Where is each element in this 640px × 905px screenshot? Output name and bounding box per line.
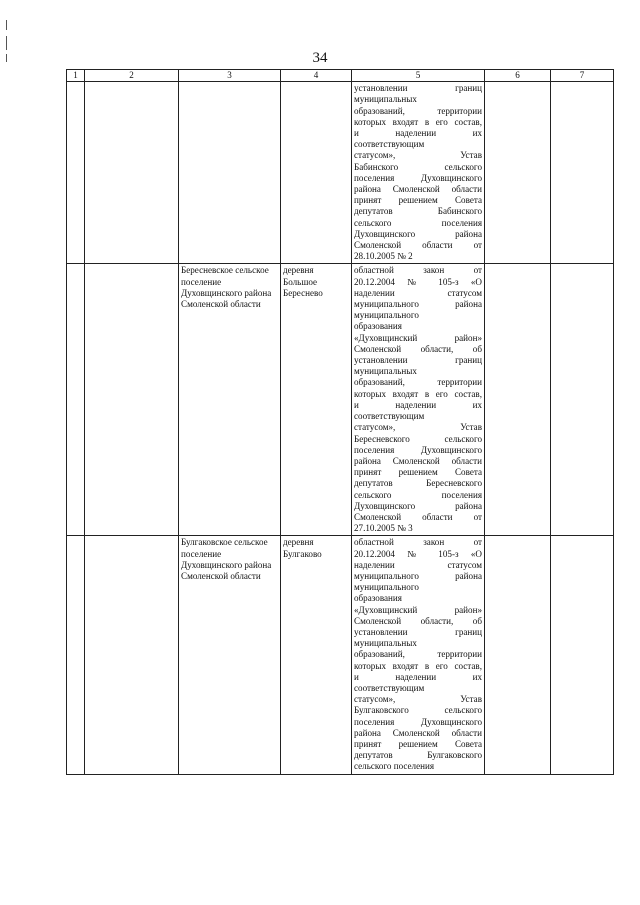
table-header-row	[67, 70, 614, 82]
registry-table	[66, 69, 614, 775]
legal-basis-line: установлении границ	[354, 83, 482, 94]
settlement-name: Бересневское сельское поселение Духовщинского района Смоленской области	[181, 265, 272, 310]
column-header-2: 2	[85, 70, 179, 82]
legal-basis-line: принят решением Совета	[354, 467, 482, 478]
legal-basis-line: установлении границ	[354, 355, 482, 366]
legal-basis-line: сельского поселения	[354, 217, 482, 228]
legal-basis-line: соответствующим	[354, 139, 425, 150]
column-header-4: 4	[281, 70, 352, 82]
legal-basis-line: которых входят в его состав,	[354, 660, 482, 671]
legal-basis-line: Смоленской области, об	[354, 343, 482, 354]
legal-basis-line: муниципальных	[354, 638, 417, 649]
legal-basis-line: района Смоленской области	[354, 184, 482, 195]
admin-center: деревня Булгаково	[283, 537, 322, 559]
table-cell-col7	[551, 536, 614, 774]
legal-basis-line: депутатов Бересневского	[354, 478, 482, 489]
legal-basis-line: и наделении их	[354, 671, 482, 682]
table-cell-col4	[281, 82, 352, 264]
legal-basis-line: района Смоленской области	[354, 727, 482, 738]
legal-basis-line: которых входят в его состав,	[354, 116, 482, 127]
table-cell-col5	[352, 82, 485, 264]
table-cell-col6	[485, 536, 551, 774]
table-cell-col5	[352, 264, 485, 536]
legal-basis-line: Смоленской области от	[354, 240, 482, 251]
legal-basis-line: статусом», Устав	[354, 694, 482, 705]
legal-basis-line: и наделении их	[354, 399, 482, 410]
legal-basis-line: сельского поселения	[354, 489, 482, 500]
legal-basis-line: статусом», Устав	[354, 422, 482, 433]
table-cell-col7	[551, 82, 614, 264]
scan-margin-mark	[6, 20, 7, 30]
table-cell-col6	[485, 264, 551, 536]
settlement-name: Булгаковское сельское поселение Духовщинского района Смоленской области	[181, 537, 272, 581]
table-cell-col4	[281, 536, 352, 774]
legal-basis-line: статусом», Устав	[354, 150, 482, 161]
table-body	[67, 82, 614, 774]
admin-center: деревня Большое Береснево	[283, 265, 323, 298]
table-cell-col3	[179, 82, 281, 264]
legal-basis-line: 28.10.2005 № 2	[354, 251, 413, 262]
legal-basis-line: Бересневского сельского	[354, 433, 482, 444]
table-row	[67, 264, 614, 536]
legal-basis-line: депутатов Булгаковского	[354, 750, 482, 761]
legal-basis-line: района Смоленской области	[354, 455, 482, 466]
legal-basis-line: образований, территории	[354, 377, 482, 388]
legal-basis-line: Духовщинского района	[354, 500, 482, 511]
legal-basis-line: соответствующим	[354, 411, 425, 422]
legal-basis-line: «Духовщинский район»	[354, 604, 482, 615]
legal-basis-line: и наделении их	[354, 128, 482, 139]
column-header-7: 7	[551, 70, 614, 82]
table-cell-col2	[85, 82, 179, 264]
scan-margin-mark	[6, 36, 7, 50]
legal-basis-line: областной закон от	[354, 537, 482, 548]
legal-basis-line: наделении статусом	[354, 559, 482, 570]
legal-basis-line: образований, территории	[354, 649, 482, 660]
legal-basis-line: муниципального	[354, 310, 419, 321]
legal-basis-line: Смоленской области, об	[354, 615, 482, 626]
legal-basis-line: муниципального	[354, 582, 419, 593]
legal-basis-line: областной закон от	[354, 265, 482, 276]
legal-basis-line: муниципального района	[354, 299, 482, 310]
table-cell-col1	[67, 264, 85, 536]
table-row	[67, 82, 614, 264]
table-cell-col3	[179, 536, 281, 774]
legal-basis-line: сельского поселения	[354, 761, 435, 772]
table-cell-col7	[551, 264, 614, 536]
legal-basis-line: 27.10.2005 № 3	[354, 523, 413, 534]
column-header-1: 1	[67, 70, 85, 82]
legal-basis-line: образования	[354, 321, 402, 332]
legal-basis-line: муниципальных	[354, 366, 417, 377]
legal-basis-line: «Духовщинский район»	[354, 332, 482, 343]
table-cell-col4	[281, 264, 352, 536]
table-cell-col6	[485, 82, 551, 264]
legal-basis-line: Булгаковского сельского	[354, 705, 482, 716]
legal-basis-line: которых входят в его состав,	[354, 388, 482, 399]
table-cell-col1	[67, 536, 85, 774]
table-row	[67, 536, 614, 774]
legal-basis-line: образований, территории	[354, 105, 482, 116]
legal-basis-line: принят решением Совета	[354, 738, 482, 749]
legal-basis-line: поселения Духовщинского	[354, 444, 482, 455]
column-header-5: 5	[352, 70, 485, 82]
legal-basis-line: принят решением Совета	[354, 195, 482, 206]
table-cell-col1	[67, 82, 85, 264]
legal-basis-line: соответствующим	[354, 682, 425, 693]
table-cell-col2	[85, 264, 179, 536]
table-cell-col2	[85, 536, 179, 774]
legal-basis-line: депутатов Бабинского	[354, 206, 482, 217]
legal-basis-line: 20.12.2004 № 105-з «О	[354, 548, 482, 559]
legal-basis-line: муниципального района	[354, 570, 482, 581]
legal-basis-line: поселения Духовщинского	[354, 172, 482, 183]
page-number: 34	[312, 50, 328, 66]
legal-basis-line: 20.12.2004 № 105-з «О	[354, 276, 482, 287]
legal-basis-line: Бабинского сельского	[354, 161, 482, 172]
legal-basis-line: Смоленской области от	[354, 511, 482, 522]
legal-basis-line: наделении статусом	[354, 287, 482, 298]
legal-basis-line: муниципальных	[354, 94, 417, 105]
legal-basis-line: установлении границ	[354, 626, 482, 637]
column-header-6: 6	[485, 70, 551, 82]
column-header-3: 3	[179, 70, 281, 82]
legal-basis-line: поселения Духовщинского	[354, 716, 482, 727]
table-cell-col3	[179, 264, 281, 536]
table-cell-col5	[352, 536, 485, 774]
legal-basis-line: образования	[354, 593, 402, 604]
legal-basis-line: Духовщинского района	[354, 228, 482, 239]
